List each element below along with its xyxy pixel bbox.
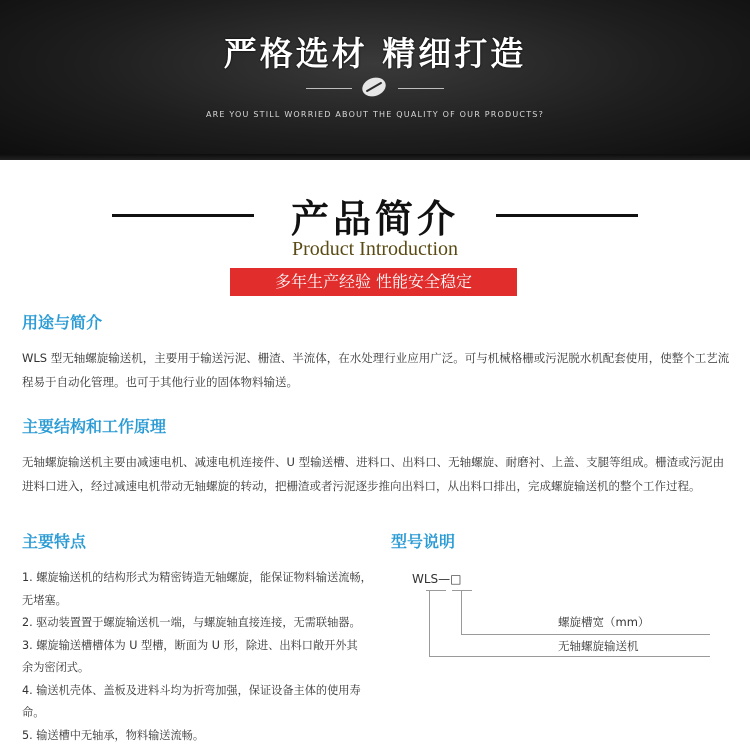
model-heading: 型号说明	[391, 532, 456, 551]
slogan-bar: 多年生产经验 性能安全稳定	[230, 268, 517, 296]
intro-title-en: Product Introduction	[291, 238, 459, 260]
feature-line: 5. 输送槽中无轴承，物料输送流畅。	[22, 728, 205, 742]
feature-line: 命。	[22, 706, 45, 719]
usage-text: WLS 型无轴螺旋输送机，主要用于输送污泥、栅渣、半流体，在水处理行业应用广泛。可与机械格栅或污泥脱水机配套使用，使整个工艺流程易于自动化管理。也可于其他行业的固体物料输送。	[22, 351, 730, 389]
feature-line: 1. 螺旋输送机的结构形式为精密铸造无轴螺旋，能保证物料输送流畅，	[22, 571, 372, 584]
model-width-label: 螺旋槽宽（mm）	[558, 615, 650, 629]
usage-heading: 用途与简介	[22, 313, 103, 332]
structure-text: 无轴螺旋输送机主要由减速电机、减速电机连接件、U 型输送槽、进料口、出料口、无轴螺旋、耐磨衬、上盖、支腿等组成。栅渣或污泥由进料口进入，经过减速电机带动无轴螺旋的转动，把栅渣或者污泥逐步推向出料口，从出料口排出，完成螺旋输送机的整个工作过程。	[22, 455, 725, 493]
banner-title: 严格选材 精细打造	[223, 34, 527, 73]
banner-rule-left	[306, 88, 352, 89]
feature-line: 4. 输送机壳体、盖板及进料斗均为折弯加强，保证设备主体的使用寿	[22, 683, 361, 697]
code-underline-2	[452, 590, 472, 591]
structure-heading: 主要结构和工作原理	[22, 417, 167, 436]
feature-line: 2. 驱动装置置于螺旋输送机一端，与螺旋轴直接连接，无需联轴器。	[22, 616, 361, 629]
model-name-label: 无轴螺旋输送机	[558, 639, 639, 653]
connector-width-horizontal	[461, 634, 710, 635]
coffee-bean-icon	[360, 74, 389, 99]
connector-name-horizontal	[429, 656, 710, 657]
top-banner	[0, 0, 750, 160]
banner-subtitle: ARE YOU STILL WORRIED ABOUT THE QUALITY OF OUR PRODUCTS?	[205, 110, 545, 119]
connector-width-vertical	[461, 590, 462, 635]
model-diagram	[400, 570, 730, 670]
model-code: WLS—□	[412, 572, 462, 586]
features-heading: 主要特点	[22, 532, 87, 551]
features-list	[22, 567, 374, 747]
intro-title: 产品简介	[290, 197, 459, 241]
feature-line: 无堵塞。	[22, 593, 67, 607]
feature-line: 3. 螺旋输送槽槽体为 U 型槽，断面为 U 形，除进、出料口敞开外其	[22, 638, 358, 652]
banner-rule-right	[398, 88, 444, 89]
feature-line: 余为密闭式。	[22, 661, 90, 674]
connector-name-vertical	[429, 590, 430, 657]
